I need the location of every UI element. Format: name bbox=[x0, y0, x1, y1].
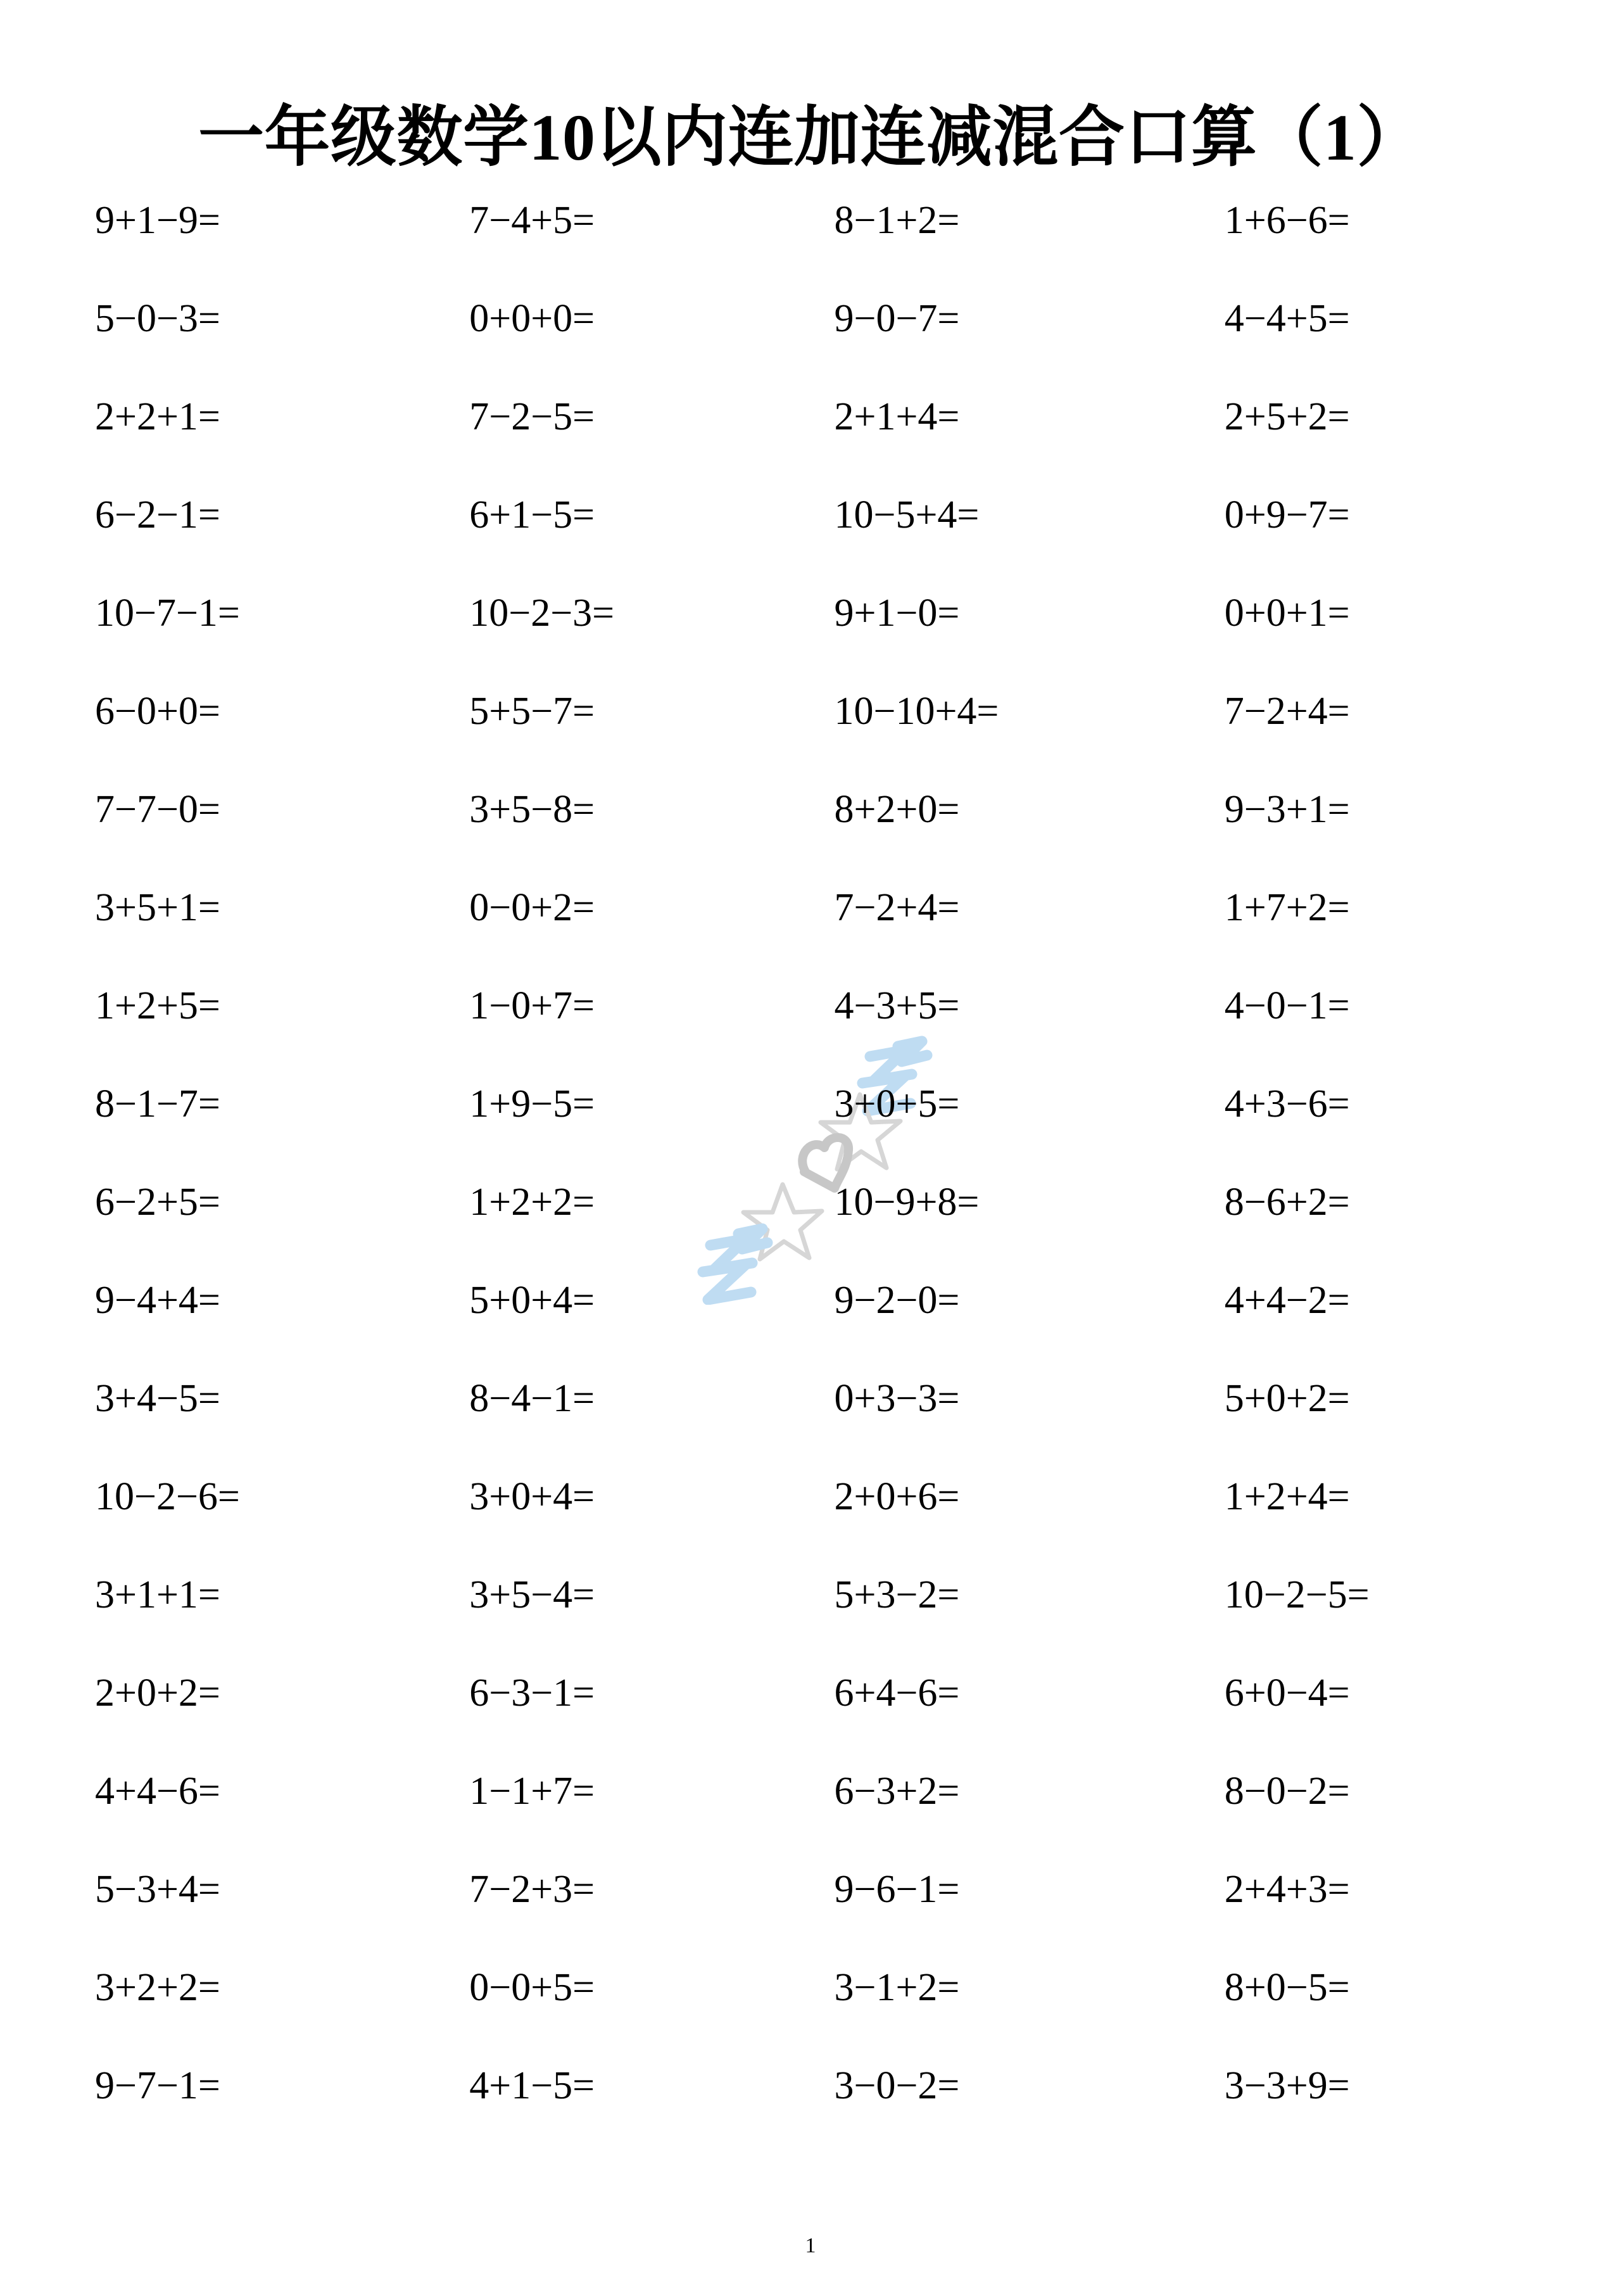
table-row bbox=[76, 1055, 1551, 1153]
problem-expression: 9−4+4= bbox=[95, 1278, 220, 1322]
problem-cell bbox=[797, 885, 1161, 929]
problem-cell bbox=[1161, 1180, 1551, 1224]
problem-expression: 6−3+2= bbox=[834, 1769, 960, 1813]
problem-cell bbox=[76, 1477, 422, 1516]
problem-cell bbox=[1161, 787, 1551, 831]
problem-cell bbox=[76, 296, 422, 340]
problem-expression: 8−0−2= bbox=[1224, 1769, 1350, 1813]
problem-expression: 0+9−7= bbox=[1224, 493, 1350, 536]
problem-expression: 5−0−3= bbox=[95, 296, 220, 340]
problem-cell bbox=[76, 986, 422, 1025]
table-row bbox=[76, 1644, 1551, 1742]
problem-cell bbox=[1161, 885, 1551, 929]
problem-cell bbox=[1161, 1769, 1551, 1813]
problem-cell bbox=[422, 1278, 796, 1322]
problem-expression: 8−4−1= bbox=[469, 1376, 595, 1420]
problem-cell bbox=[797, 397, 1161, 436]
problem-cell bbox=[76, 1180, 422, 1224]
problem-expression: 6−0+0= bbox=[95, 689, 220, 733]
problem-expression: 4+4−6= bbox=[95, 1769, 220, 1813]
problem-expression: 7−2+3= bbox=[469, 1867, 595, 1911]
problem-cell bbox=[1161, 689, 1551, 733]
problem-cell bbox=[422, 787, 796, 831]
problem-expression: 3+5+1= bbox=[95, 885, 220, 929]
problem-expression: 6+1−5= bbox=[469, 493, 595, 536]
table-row bbox=[76, 1447, 1551, 1545]
problem-cell bbox=[76, 1673, 422, 1713]
problem-cell bbox=[422, 986, 796, 1025]
problem-cell bbox=[422, 593, 796, 633]
problem-expression: 1+2+4= bbox=[1224, 1475, 1350, 1518]
problem-expression: 3−0−2= bbox=[834, 2064, 960, 2107]
table-row bbox=[76, 662, 1551, 760]
problem-cell bbox=[1161, 1575, 1551, 1614]
table-row bbox=[76, 760, 1551, 858]
problem-expression: 3+1+1= bbox=[95, 1573, 220, 1616]
problem-expression: 7−2−5= bbox=[469, 395, 595, 438]
problem-cell bbox=[1161, 1477, 1551, 1516]
problem-cell bbox=[797, 1084, 1161, 1124]
problem-cell bbox=[76, 397, 422, 436]
problem-expression: 1+7+2= bbox=[1224, 885, 1350, 929]
problem-expression: 1+6−6= bbox=[1224, 198, 1350, 242]
problem-expression: 3−1+2= bbox=[834, 1965, 960, 2009]
problem-expression: 10−10+4= bbox=[834, 689, 999, 733]
problem-expression: 10−2−5= bbox=[1224, 1573, 1370, 1616]
table-row bbox=[76, 367, 1551, 466]
problem-cell bbox=[797, 1867, 1161, 1911]
problem-expression: 0+3−3= bbox=[834, 1376, 960, 1420]
problem-expression: 1+9−5= bbox=[469, 1082, 595, 1126]
problem-cell bbox=[422, 1376, 796, 1420]
problem-cell bbox=[797, 1575, 1161, 1614]
problem-expression: 0−0+5= bbox=[469, 1965, 595, 2009]
problem-expression: 6+0−4= bbox=[1224, 1671, 1350, 1715]
problem-cell bbox=[797, 2066, 1161, 2105]
problem-expression: 7−2+4= bbox=[834, 885, 960, 929]
problem-expression: 5+5−7= bbox=[469, 689, 595, 733]
problem-cell bbox=[422, 689, 796, 733]
problem-cell bbox=[1161, 1867, 1551, 1911]
problem-expression: 3+4−5= bbox=[95, 1376, 220, 1420]
problem-cell bbox=[76, 689, 422, 733]
problem-expression: 8+2+0= bbox=[834, 787, 960, 831]
problem-expression: 8−1+2= bbox=[834, 198, 960, 242]
problem-cell bbox=[76, 885, 422, 929]
problem-expression: 2+5+2= bbox=[1224, 395, 1350, 438]
problem-expression: 4−0−1= bbox=[1224, 984, 1350, 1027]
problem-cell bbox=[797, 593, 1161, 633]
problem-expression: 1+2+2= bbox=[469, 1180, 595, 1224]
problem-expression: 4+4−2= bbox=[1224, 1278, 1350, 1322]
table-row bbox=[76, 956, 1551, 1055]
problem-expression: 6−2−1= bbox=[95, 493, 220, 536]
problem-expression: 7−7−0= bbox=[95, 787, 220, 831]
page-number: 1 bbox=[805, 2234, 816, 2257]
problem-cell bbox=[76, 1278, 422, 1322]
problem-expression: 7−4+5= bbox=[469, 198, 595, 242]
problem-cell bbox=[422, 198, 796, 242]
problem-expression: 1+2+5= bbox=[95, 984, 220, 1027]
problem-cell bbox=[1161, 1084, 1551, 1124]
problem-cell bbox=[1161, 1965, 1551, 2009]
table-row bbox=[76, 858, 1551, 956]
problem-cell bbox=[797, 1376, 1161, 1420]
problem-expression: 9−3+1= bbox=[1224, 787, 1350, 831]
problem-expression: 8−6+2= bbox=[1224, 1180, 1350, 1224]
table-row bbox=[76, 1545, 1551, 1644]
problem-cell bbox=[797, 1278, 1161, 1322]
problem-expression: 3+0+4= bbox=[469, 1475, 595, 1518]
problem-expression: 10−2−6= bbox=[95, 1475, 240, 1518]
table-row bbox=[76, 564, 1551, 662]
problem-cell bbox=[422, 1575, 796, 1614]
problem-expression: 9+1−9= bbox=[95, 198, 220, 242]
problem-expression: 10−5+4= bbox=[834, 493, 980, 536]
problem-cell bbox=[1161, 1278, 1551, 1322]
problem-expression: 7−2+4= bbox=[1224, 689, 1350, 733]
problem-cell bbox=[1161, 986, 1551, 1025]
problem-expression: 2+4+3= bbox=[1224, 1867, 1350, 1911]
problem-expression: 5+3−2= bbox=[834, 1573, 960, 1616]
problem-expression: 4+1−5= bbox=[469, 2064, 595, 2107]
problem-expression: 5+0+2= bbox=[1224, 1376, 1350, 1420]
problem-expression: 0−0+2= bbox=[469, 885, 595, 929]
problem-cell bbox=[422, 495, 796, 535]
problem-cell bbox=[797, 689, 1161, 733]
problem-cell bbox=[797, 1673, 1161, 1713]
problem-cell bbox=[797, 495, 1161, 535]
problem-expression: 4−3+5= bbox=[834, 984, 960, 1027]
problem-cell bbox=[422, 1477, 796, 1516]
problem-expression: 3+0+5= bbox=[834, 1082, 960, 1126]
table-row bbox=[76, 2036, 1551, 2134]
problem-cell bbox=[422, 1084, 796, 1124]
problem-cell bbox=[422, 1673, 796, 1713]
problem-cell bbox=[76, 1965, 422, 2009]
problem-cell bbox=[797, 1965, 1161, 2009]
problem-expression: 8+0−5= bbox=[1224, 1965, 1350, 2009]
table-row bbox=[76, 1742, 1551, 1840]
problem-cell bbox=[797, 1180, 1161, 1224]
problem-cell bbox=[1161, 1376, 1551, 1420]
problem-expression: 9+1−0= bbox=[834, 591, 960, 635]
problem-expression: 1−0+7= bbox=[469, 984, 595, 1027]
problem-cell bbox=[422, 1867, 796, 1911]
problem-cell bbox=[1161, 2066, 1551, 2105]
problem-cell bbox=[1161, 198, 1551, 242]
problem-expression: 2+0+2= bbox=[95, 1671, 220, 1715]
table-row bbox=[76, 1251, 1551, 1349]
problem-cell bbox=[76, 1575, 422, 1614]
problem-cell bbox=[797, 986, 1161, 1025]
problem-expression: 8−1−7= bbox=[95, 1082, 220, 1126]
problem-cell bbox=[422, 1965, 796, 2009]
problem-expression: 3−3+9= bbox=[1224, 2064, 1350, 2107]
table-row bbox=[76, 466, 1551, 564]
problem-expression: 3+5−4= bbox=[469, 1573, 595, 1616]
problem-expression: 1−1+7= bbox=[469, 1769, 595, 1813]
problem-cell bbox=[1161, 495, 1551, 535]
problem-expression: 3+2+2= bbox=[95, 1965, 220, 2009]
problem-expression: 9−2−0= bbox=[834, 1278, 960, 1322]
table-row bbox=[76, 1840, 1551, 1938]
problem-expression: 4−4+5= bbox=[1224, 296, 1350, 340]
problem-expression: 3+5−8= bbox=[469, 787, 595, 831]
problem-cell bbox=[76, 1769, 422, 1813]
problem-expression: 10−2−3= bbox=[469, 591, 615, 635]
problem-expression: 6+4−6= bbox=[834, 1671, 960, 1715]
problem-expression: 2+1+4= bbox=[834, 395, 960, 438]
problem-cell bbox=[797, 787, 1161, 831]
page-footer bbox=[0, 2234, 1621, 2258]
problem-cell bbox=[1161, 296, 1551, 340]
problem-cell bbox=[797, 296, 1161, 340]
problem-expression: 10−7−1= bbox=[95, 591, 240, 635]
problem-cell bbox=[76, 593, 422, 633]
problem-expression: 4+3−6= bbox=[1224, 1082, 1350, 1126]
problem-cell bbox=[76, 2066, 422, 2105]
problem-cell bbox=[1161, 1673, 1551, 1713]
problem-cell bbox=[797, 1477, 1161, 1516]
problem-cell bbox=[422, 397, 796, 436]
problem-cell bbox=[422, 885, 796, 929]
problem-cell bbox=[422, 1180, 796, 1224]
problem-expression: 0+0+1= bbox=[1224, 591, 1350, 635]
problem-cell bbox=[797, 1769, 1161, 1813]
problem-cell bbox=[1161, 593, 1551, 633]
problem-expression: 2+0+6= bbox=[834, 1475, 960, 1518]
problem-expression: 9−6−1= bbox=[834, 1867, 960, 1911]
problem-expression: 2+2+1= bbox=[95, 395, 220, 438]
problem-expression: 5+0+4= bbox=[469, 1278, 595, 1322]
table-row bbox=[76, 171, 1551, 269]
problem-expression: 6−2+5= bbox=[95, 1180, 220, 1224]
table-row bbox=[76, 1349, 1551, 1447]
problem-cell bbox=[797, 198, 1161, 242]
problem-expression: 5−3+4= bbox=[95, 1867, 220, 1911]
problem-expression: 10−9+8= bbox=[834, 1180, 980, 1224]
problem-expression: 9−7−1= bbox=[95, 2064, 220, 2107]
problem-cell bbox=[422, 1769, 796, 1813]
problem-cell bbox=[76, 1867, 422, 1911]
problem-cell bbox=[422, 296, 796, 340]
problem-expression: 9−0−7= bbox=[834, 296, 960, 340]
problem-expression: 0+0+0= bbox=[469, 296, 595, 340]
problem-expression: 6−3−1= bbox=[469, 1671, 595, 1715]
table-row bbox=[76, 269, 1551, 367]
problem-cell bbox=[76, 787, 422, 831]
problem-cell bbox=[422, 2066, 796, 2105]
problem-cell bbox=[76, 1084, 422, 1124]
page-title: 一年级数学10以内连加连减混合口算（1） bbox=[198, 101, 1423, 174]
problem-grid bbox=[76, 171, 1551, 2134]
problem-cell bbox=[76, 198, 422, 242]
table-row bbox=[76, 1153, 1551, 1251]
problem-cell bbox=[76, 1376, 422, 1420]
problem-cell bbox=[76, 495, 422, 535]
table-row bbox=[76, 1938, 1551, 2036]
problem-cell bbox=[1161, 397, 1551, 436]
